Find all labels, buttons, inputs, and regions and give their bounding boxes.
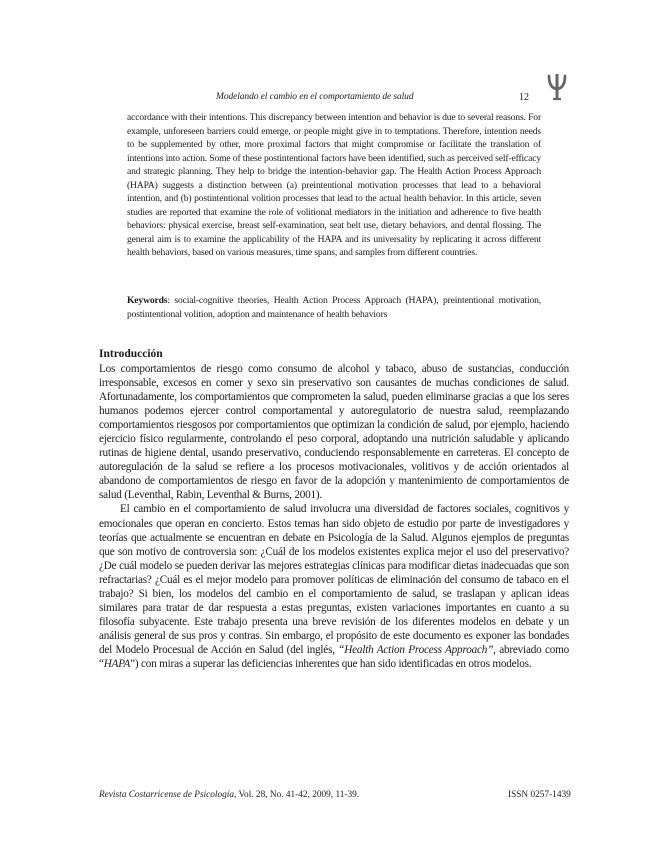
intro-paragraph-2-text-c: ”) con miras a superar las deficiencias inherentes que han sido identificadas en otros modelos. <box>130 657 532 670</box>
hapa-acronym: HAPA <box>103 657 131 670</box>
intro-paragraph-2 <box>99 502 569 671</box>
footer-issn: ISSN 0257-1439 <box>508 790 571 800</box>
intro-paragraph-2-text: El cambio en el comportamiento de salud involucra una diversidad de factores sociales, cognitivos y emocionales que operan en concierto. Estos temas han sido objeto de estudio por parte de investigadores y teorías que actualmente se encuentran en debate en Psicología de la Salud. Algunos ejemplos de preguntas que son motivo de controversia son: ¿Cuál de los modelos existentes explica mejor el uso del preservativo? ¿De cuál modelo se pueden derivar las mejores estrategias clínicas para modificar dietas inadecuadas que son refractarias? ¿Cuál es el mejor modelo para promover políticas de eliminación del consumo de tabaco en el trabajo? Si bien, los modelos del cambio en el comportamiento de salud, se traslapan y aplican ideas similares para tratar de dar respuesta a estas preguntas, existen variaciones importantes en cuanto a su filosofía subyacente. Este trabajo presenta una breve revisión de los diferentes modelos en debate y un análisis general de sus pros y contras. Sin embargo, el propósito de este documento es exponer las bondades del Modelo Procesual de Acción en Salud (del inglés, <box>99 503 569 656</box>
section-heading: Introducción <box>99 348 163 360</box>
intro-paragraph-1: Los comportamientos de riesgo como consumo de alcohol y tabaco, abuso de sustancias, conducción irresponsable, excesos en comer y sexo sin preservativo son causantes de muchas condiciones de salud. Afortunadamente, los comportamientos que comprometen la salud, pueden eliminarse gracias a que los seres humanos podemos ejercer control comportamental y autoregulatorio de nuestra salud, reemplazando comportamientos riesgosos por comportamientos que optimizan la condición de salud, por ejemplo, haciendo ejercicio físico regularmente, controlando el peso corporal, adoptando una nutrición saludable y aplicando rutinas de higiene dental, usando preservativo, conduciendo responsablemente en carreteras. El concepto de autoregulación de la salud se refiere a los procesos motivacionales, volitivos y de acción orientados al abandono de comportamientos de riesgo en favor de la adopción y mantenimiento de comportamientos de salud (Leventhal, Rabin, Leventhal & Burns, 2001). <box>99 363 569 502</box>
abstract-text: accordance with their intentions. This discrepancy between intention and behavior is due to several reasons. For example, unforeseen barriers could emerge, or people might give in to temptations. Therefore, intention needs to be supplemented by other, more proximal factors that might compromise or facilitate the translation of intentions into action. Some of these postintentional factors have been identified, such as perceived self-efficacy and strategic planning. They help to bridge the intention-behavior gap. The Health Action Process Approach (HAPA) suggests a distinction between (a) preintentional motivation processes that lead to a behavioral intention, and (b) postintentional volition processes that lead to the actual health behavior. In this article, seven studies are reported that examine the role of volitional mediators in the initiation and adherence to five health behaviors: physical exercise, breast self-examination, seat belt use, dietary behaviors, and dental flossing. The general aim is to examine the applicability of the HAPA and its universality by replicating it across different health behaviors, based on various measures, time spans, and samples from different countries. <box>127 112 541 258</box>
keywords-text: : social-cognitive theories, Health Action Process Approach (HAPA), preintentional motivation, postintentional volition, adoption and maintenance of health behaviors <box>127 295 541 320</box>
footer-citation <box>99 790 359 800</box>
page-number: 12 <box>519 92 529 103</box>
introduction-body <box>99 362 569 671</box>
psi-logo-icon <box>542 72 572 102</box>
journal-name: Revista Costarricense de Psicología <box>99 790 235 800</box>
running-title: Modelando el cambio en el comportamiento de salud <box>216 92 414 102</box>
hapa-english-term: “Health Action Process Approach” <box>338 643 494 656</box>
keywords <box>127 294 541 321</box>
intro-paragraph-2-text-b: , abreviado como “ <box>99 643 569 670</box>
keywords-label: Keywords <box>127 295 168 306</box>
journal-volume: , Vol. 28, No. 41-42, 2009, 11-39. <box>234 790 360 800</box>
